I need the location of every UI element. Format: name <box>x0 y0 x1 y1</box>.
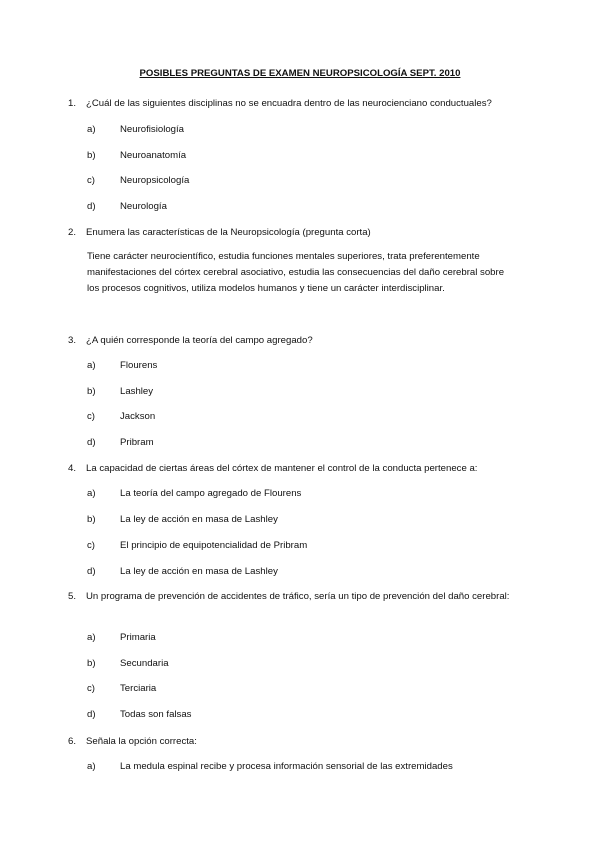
option-text: Secundaria <box>120 658 169 669</box>
option-letter: a) <box>87 124 96 135</box>
option-text: Terciaria <box>120 683 157 694</box>
option-text: Neurología <box>120 201 167 212</box>
page-title: POSIBLES PREGUNTAS DE EXAMEN NEUROPSICOLOGÍA SEPT. 2010 <box>139 68 461 79</box>
question-text: Enumera las características de la Neuropsicología (pregunta corta) <box>86 227 371 238</box>
option-text: Flourens <box>120 360 158 371</box>
option-text: La medula espinal recibe y procesa información sensorial de las extremidades <box>120 761 453 772</box>
option-text: La teoría del campo agregado de Flourens <box>120 488 302 499</box>
question-number: 2. <box>68 227 77 238</box>
question-text: La capacidad de ciertas áreas del córtex de mantener el control de la conducta pertenece a: <box>86 463 478 474</box>
option-text: Todas son falsas <box>120 709 192 720</box>
option-letter: d) <box>87 201 96 212</box>
option-text: Neuropsicología <box>120 175 190 186</box>
question-number: 5. <box>68 591 77 602</box>
option-text: Pribram <box>120 437 154 448</box>
option-letter: b) <box>87 386 96 397</box>
option-letter: c) <box>87 683 95 694</box>
option-letter: c) <box>87 540 95 551</box>
option-letter: b) <box>87 150 96 161</box>
option-text: El principio de equipotencialidad de Pribram <box>120 540 308 551</box>
question-text: ¿Cuál de las siguientes disciplinas no se encuadra dentro de las neurocienciano conductuales? <box>86 98 492 109</box>
option-letter: a) <box>87 632 96 643</box>
question-text: ¿A quién corresponde la teoría del campo agregado? <box>86 335 313 346</box>
question-number: 3. <box>68 335 77 346</box>
option-text: Neurofisiología <box>120 124 184 135</box>
option-text: Neuroanatomía <box>120 150 187 161</box>
option-text: Lashley <box>120 386 154 397</box>
option-letter: b) <box>87 514 96 525</box>
option-letter: b) <box>87 658 96 669</box>
answer-text: Tiene carácter neurocientífico, estudia funciones mentales superiores, trata preferentemente manifestaciones del córtex cerebral asociativo, estudia las consecuencias del daño cerebral sobre los procesos cognitivos, utiliza modelos humanos y tiene un carácter interdisciplinar. <box>87 251 505 294</box>
option-text: Jackson <box>120 411 156 422</box>
option-text: Primaria <box>120 632 156 643</box>
option-text: La ley de acción en masa de Lashley <box>120 514 278 525</box>
question-number: 4. <box>68 463 77 474</box>
option-letter: d) <box>87 709 96 720</box>
option-letter: a) <box>87 488 96 499</box>
question-number: 1. <box>68 98 77 109</box>
question-number: 6. <box>68 736 77 747</box>
option-letter: a) <box>87 761 96 772</box>
question-text: Señala la opción correcta: <box>86 736 197 747</box>
option-letter: c) <box>87 175 95 186</box>
option-text: La ley de acción en masa de Lashley <box>120 566 278 577</box>
option-letter: d) <box>87 566 96 577</box>
option-letter: d) <box>87 437 96 448</box>
option-letter: a) <box>87 360 96 371</box>
option-letter: c) <box>87 411 95 422</box>
question-text: Un programa de prevención de accidentes de tráfico, sería un tipo de prevención del daño cerebral: <box>86 591 510 602</box>
